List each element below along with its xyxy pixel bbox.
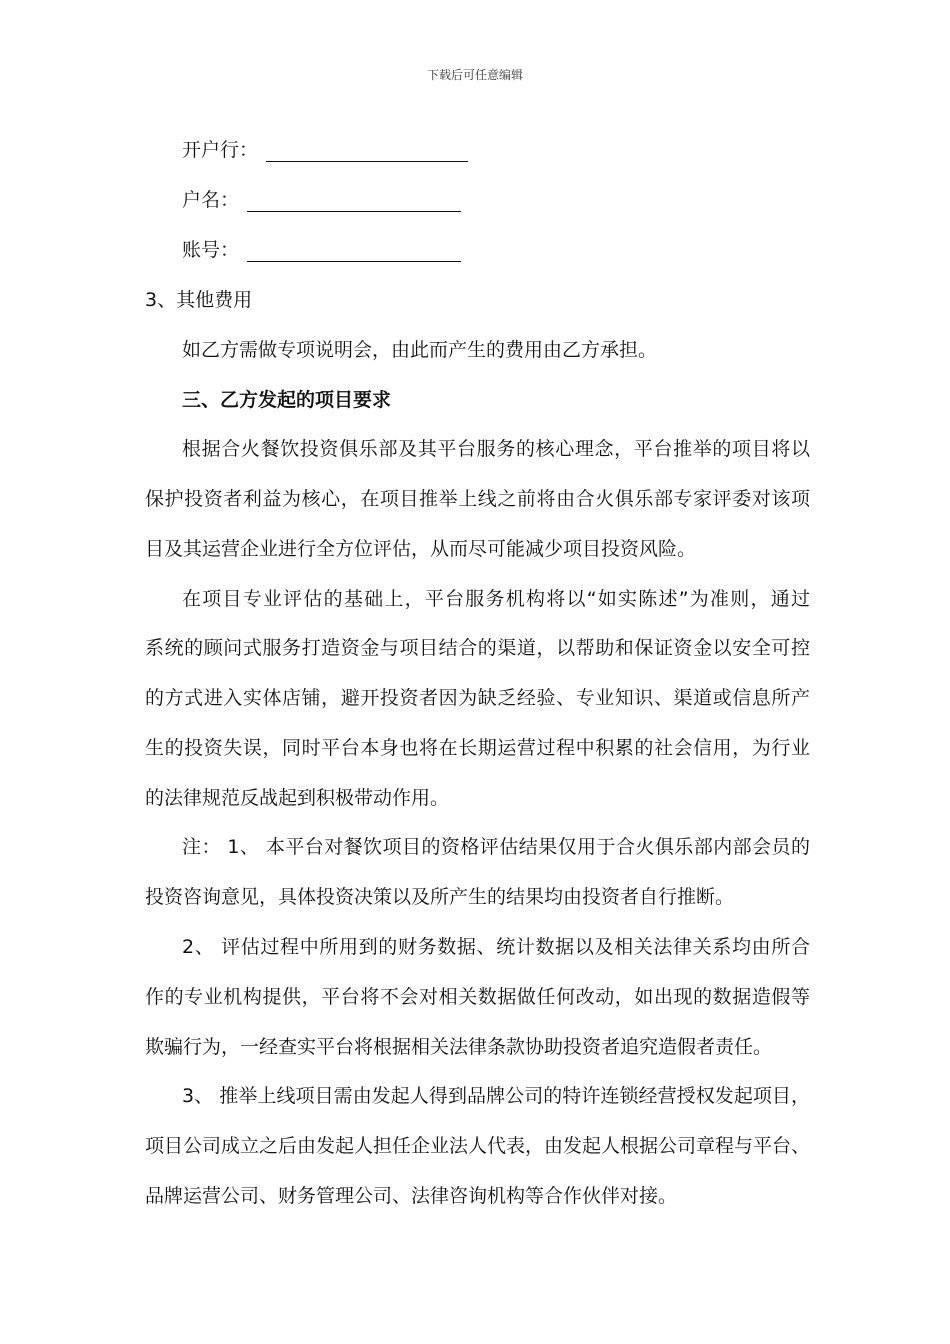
bank-field-label: 开户行： xyxy=(182,139,259,161)
note2-line: 作的专业机构提供，平台将不会对相关数据做任何改动，如出现的数据造假等 xyxy=(145,986,810,1008)
note3-line: 3、 推举上线项目需由发起人得到品牌公司的特许连锁经营授权发起项目， xyxy=(182,1085,810,1107)
account-name-field-blank xyxy=(247,189,461,212)
bank-field xyxy=(182,138,810,162)
account-number-field xyxy=(182,238,810,262)
para2-line: 系统的顾问式服务打造资金与项目结合的渠道，以帮助和保证资金以安全可控 xyxy=(145,637,810,659)
para2-line: 生的投资失误，同时平台本身也将在长期运营过程中积累的社会信用，为行业 xyxy=(145,737,810,759)
para1-line: 根据合火餐饮投资俱乐部及其平台服务的核心理念，平台推举的项目将以 xyxy=(182,438,810,460)
para2-line: 在项目专业评估的基础上，平台服务机构将以“如实陈述”为准则，通过 xyxy=(182,588,810,610)
account-name-field-label: 户名： xyxy=(182,189,240,211)
para2-line: 的方式进入实体店铺，避开投资者因为缺乏经验、专业知识、渠道或信息所产 xyxy=(145,687,810,709)
note1-line: 注： 1、 本平台对餐饮项目的资格评估结果仅用于合火俱乐部内部会员的 xyxy=(182,836,810,858)
other-fees-body: 如乙方需做专项说明会，由此而产生的费用由乙方承担。 xyxy=(182,339,658,361)
account-number-field-label: 账号： xyxy=(182,239,240,261)
note2-line: 2、 评估过程中所用到的财务数据、统计数据以及相关法律关系均由所合 xyxy=(182,936,810,958)
page-header-note: 下载后可任意编辑 xyxy=(426,68,523,82)
account-name-field xyxy=(182,188,810,212)
para1-line: 保护投资者利益为核心，在项目推举上线之前将由合火俱乐部专家评委对该项 xyxy=(145,488,810,510)
other-fees-heading: 3、其他费用 xyxy=(145,289,253,311)
note2-line: 欺骗行为，一经查实平台将根据相关法律条款协助投资者追究造假者责任。 xyxy=(145,1036,773,1058)
section-three-heading: 三、乙方发起的项目要求 xyxy=(182,389,392,411)
note3-line: 项目公司成立之后由发起人担任企业法人代表，由发起人根据公司章程与平台、 xyxy=(145,1135,811,1157)
note1-line: 投资咨询意见，具体投资决策以及所产生的结果均由投资者自行推断。 xyxy=(145,886,735,908)
account-number-field-blank xyxy=(247,239,461,262)
bank-field-blank xyxy=(266,139,468,162)
note3-line: 品牌运营公司、财务管理公司、法律咨询机构等合作伙伴对接。 xyxy=(145,1185,678,1207)
para1-line: 目及其运营企业进行全方位评估，从而尽可能减少项目投资风险。 xyxy=(145,538,697,560)
para2-line: 的法律规范反战起到积极带动作用。 xyxy=(145,787,450,809)
